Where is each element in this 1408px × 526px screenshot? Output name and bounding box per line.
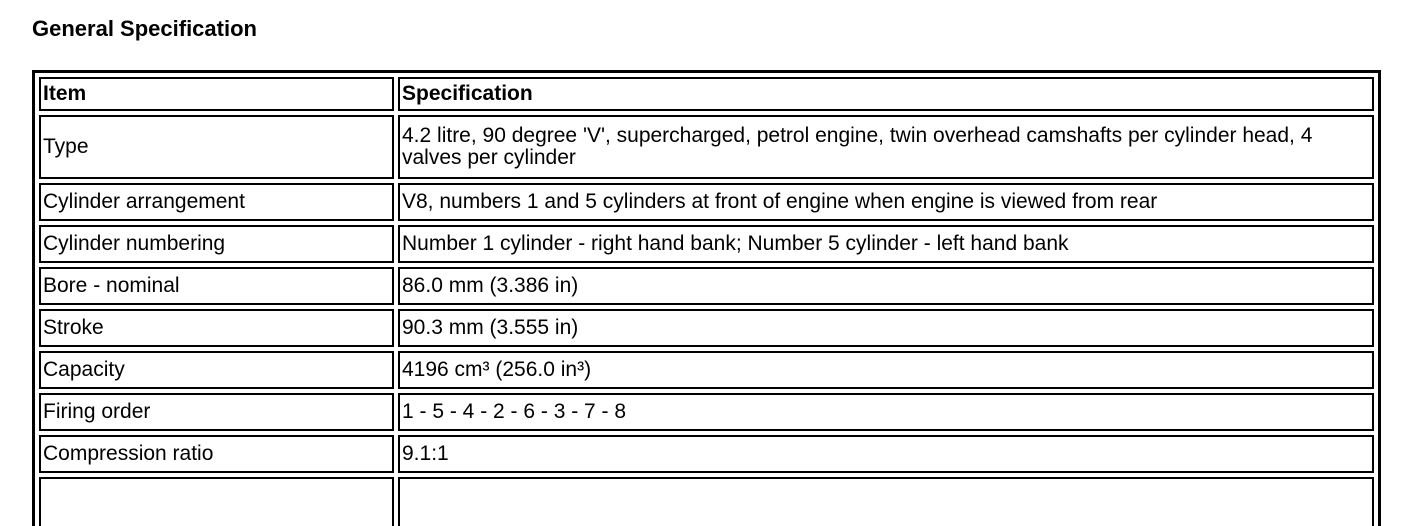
item-cell: Bore - nominal	[39, 267, 394, 305]
item-cell: Cylinder numbering	[39, 225, 394, 263]
header-specification: Specification	[398, 77, 1374, 111]
item-cell: Type	[39, 115, 394, 179]
table-row	[39, 393, 1374, 431]
table-row	[39, 225, 1374, 263]
page-title: General Specification	[32, 16, 257, 41]
spec-cell: 4.2 litre, 90 degree 'V', supercharged, petrol engine, twin overhead camshafts per cylinder head, 4 valves per cylinder	[398, 115, 1374, 179]
item-cell: Stroke	[39, 309, 394, 347]
table-row	[39, 115, 1374, 179]
spec-cell	[398, 477, 1374, 526]
table-row	[39, 351, 1374, 389]
table-row	[39, 309, 1374, 347]
table-header-row	[39, 77, 1374, 111]
item-cell: Cylinder arrangement	[39, 183, 394, 221]
header-item: Item	[39, 77, 394, 111]
spec-cell: V8, numbers 1 and 5 cylinders at front of engine when engine is viewed from rear	[398, 183, 1374, 221]
item-cell: Firing order	[39, 393, 394, 431]
spec-cell: 4196 cm³ (256.0 in³)	[398, 351, 1374, 389]
table-row	[39, 477, 1374, 526]
item-cell	[39, 477, 394, 526]
spec-cell: 86.0 mm (3.386 in)	[398, 267, 1374, 305]
table-row	[39, 267, 1374, 305]
table-row	[39, 183, 1374, 221]
table-row	[39, 435, 1374, 473]
item-cell: Capacity	[39, 351, 394, 389]
spec-cell: Number 1 cylinder - right hand bank; Number 5 cylinder - left hand bank	[398, 225, 1374, 263]
spec-cell: 1 - 5 - 4 - 2 - 6 - 3 - 7 - 8	[398, 393, 1374, 431]
item-cell: Compression ratio	[39, 435, 394, 473]
spec-table-frame	[32, 70, 1381, 526]
spec-cell: 9.1:1	[398, 435, 1374, 473]
spec-cell: 90.3 mm (3.555 in)	[398, 309, 1374, 347]
spec-table	[35, 73, 1378, 526]
